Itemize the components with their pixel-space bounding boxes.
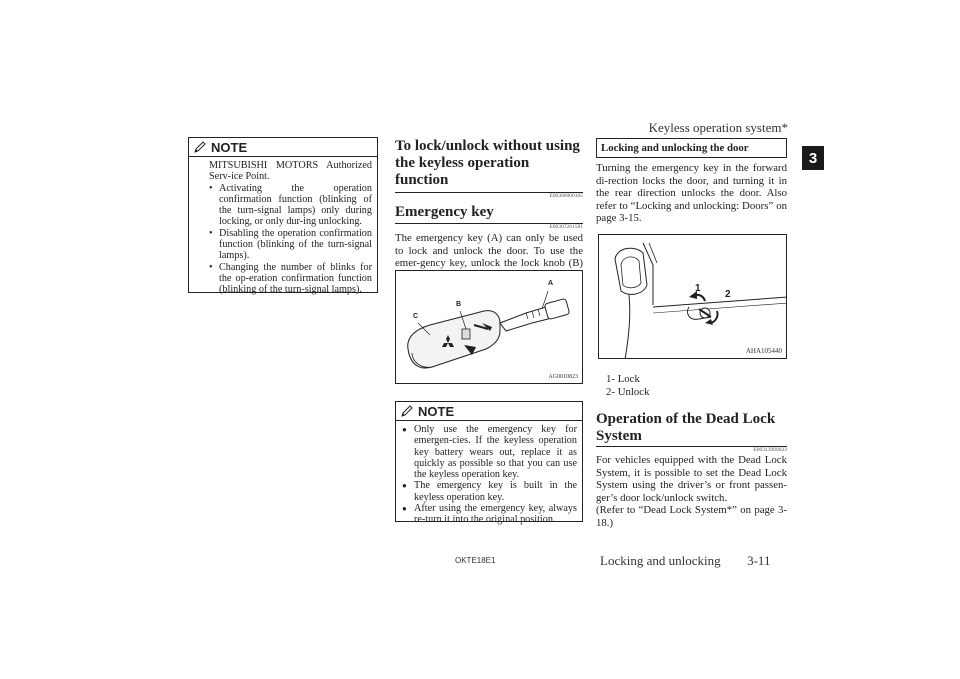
note-bullet: • Activating the operation confirmation function (blinking of the turn-signal lamps) only during locking, or only dur-ing unlocking. [209, 183, 372, 228]
key-illustration [396, 271, 583, 384]
note-label: NOTE [211, 139, 248, 155]
locking-subhead: Locking and unlocking the door [596, 138, 787, 158]
right-column [596, 138, 787, 225]
figure-code: AHA105440 [745, 347, 782, 355]
section-code: E00306000165 [549, 193, 583, 199]
dead-lock-section [596, 411, 787, 530]
dead-lock-title [596, 411, 787, 445]
note-pencil-icon [193, 140, 207, 154]
note-intro: MITSUBISHI MOTORS Authorized Serv-ice Point. [209, 160, 372, 183]
note-label: NOTE [418, 403, 455, 419]
subsection-code: E00307201581 [549, 224, 583, 230]
section-title [395, 138, 583, 189]
note-bullet: • Disabling the operation confirmation function (blinking of the turn-signal lamps). [209, 228, 372, 262]
dead-lock-reference: (Refer to “Dead Lock System*” on page 3-18.) [596, 504, 787, 529]
note-pencil-icon [400, 404, 414, 418]
note-item: ● Only use the emergency key for emergen-cies. If the keyless operation key battery wears out, replace it as quickly as possible so that you can use the keyless operation key. [402, 424, 577, 480]
figure-code: AG0010823 [548, 374, 578, 380]
legend-item-lock: 1- Lock [606, 373, 640, 385]
section-title-line1: To lock/unlock without using [395, 138, 580, 154]
section-code: E00313900023 [753, 447, 787, 453]
dead-lock-title-line2: System [596, 428, 642, 444]
dead-lock-title-line1: Operation of the Dead Lock [596, 411, 776, 427]
door-illustration [599, 235, 787, 359]
note-header [189, 138, 377, 157]
dead-lock-paragraph: For vehicles equipped with the Dead Lock System, it is possible to set the Dead Lock System using the driver’s or front passen-ger’s door lock/unlock switch. [596, 454, 787, 504]
note-header [396, 402, 582, 421]
subsection-title: Emergency key [395, 204, 494, 220]
left-note-box [188, 137, 378, 296]
footer-section-name: Locking and unlocking [600, 553, 721, 568]
figure-legend [606, 373, 776, 398]
figure-label-b: B [456, 301, 462, 308]
key-figure [395, 270, 583, 384]
footer-section [600, 553, 770, 569]
note-item: ● After using the emergency key, always re-turn it into the original position. [402, 503, 577, 526]
legend-item-unlock: 2- Unlock [606, 385, 650, 398]
section-title-line2: the keyless operation function [395, 155, 530, 188]
running-header: Keyless operation system* [648, 120, 788, 135]
note-bullet: • Changing the number of blinks for the op-eration confirmation function (blinking of the turn-signal lamps). [209, 262, 372, 296]
door-figure [598, 234, 787, 359]
figure-label-2: 2 [725, 289, 731, 300]
middle-note-box [395, 401, 583, 526]
note-item: ● The emergency key is built in the keyless operation key. [402, 480, 577, 503]
page-number: 3-11 [747, 553, 771, 568]
footer-code: OKTE18E1 [455, 556, 496, 565]
locking-paragraph: Turning the emergency key in the forward di-rection locks the door, and turning it in the rear direction unlocks the door. Also refer to “Locking and unlocking: Doors” on page 3-15. [596, 162, 787, 225]
figure-label-c: C [413, 313, 419, 320]
chapter-tab: 3 [802, 146, 824, 170]
figure-label-a: A [548, 280, 554, 287]
emergency-key-paragraph: The emergency key (A) can only be used to lock and unlock the door. To use the emer-gency key, unlock the lock knob (B) [395, 232, 583, 270]
figure-label-1: 1 [695, 283, 701, 294]
